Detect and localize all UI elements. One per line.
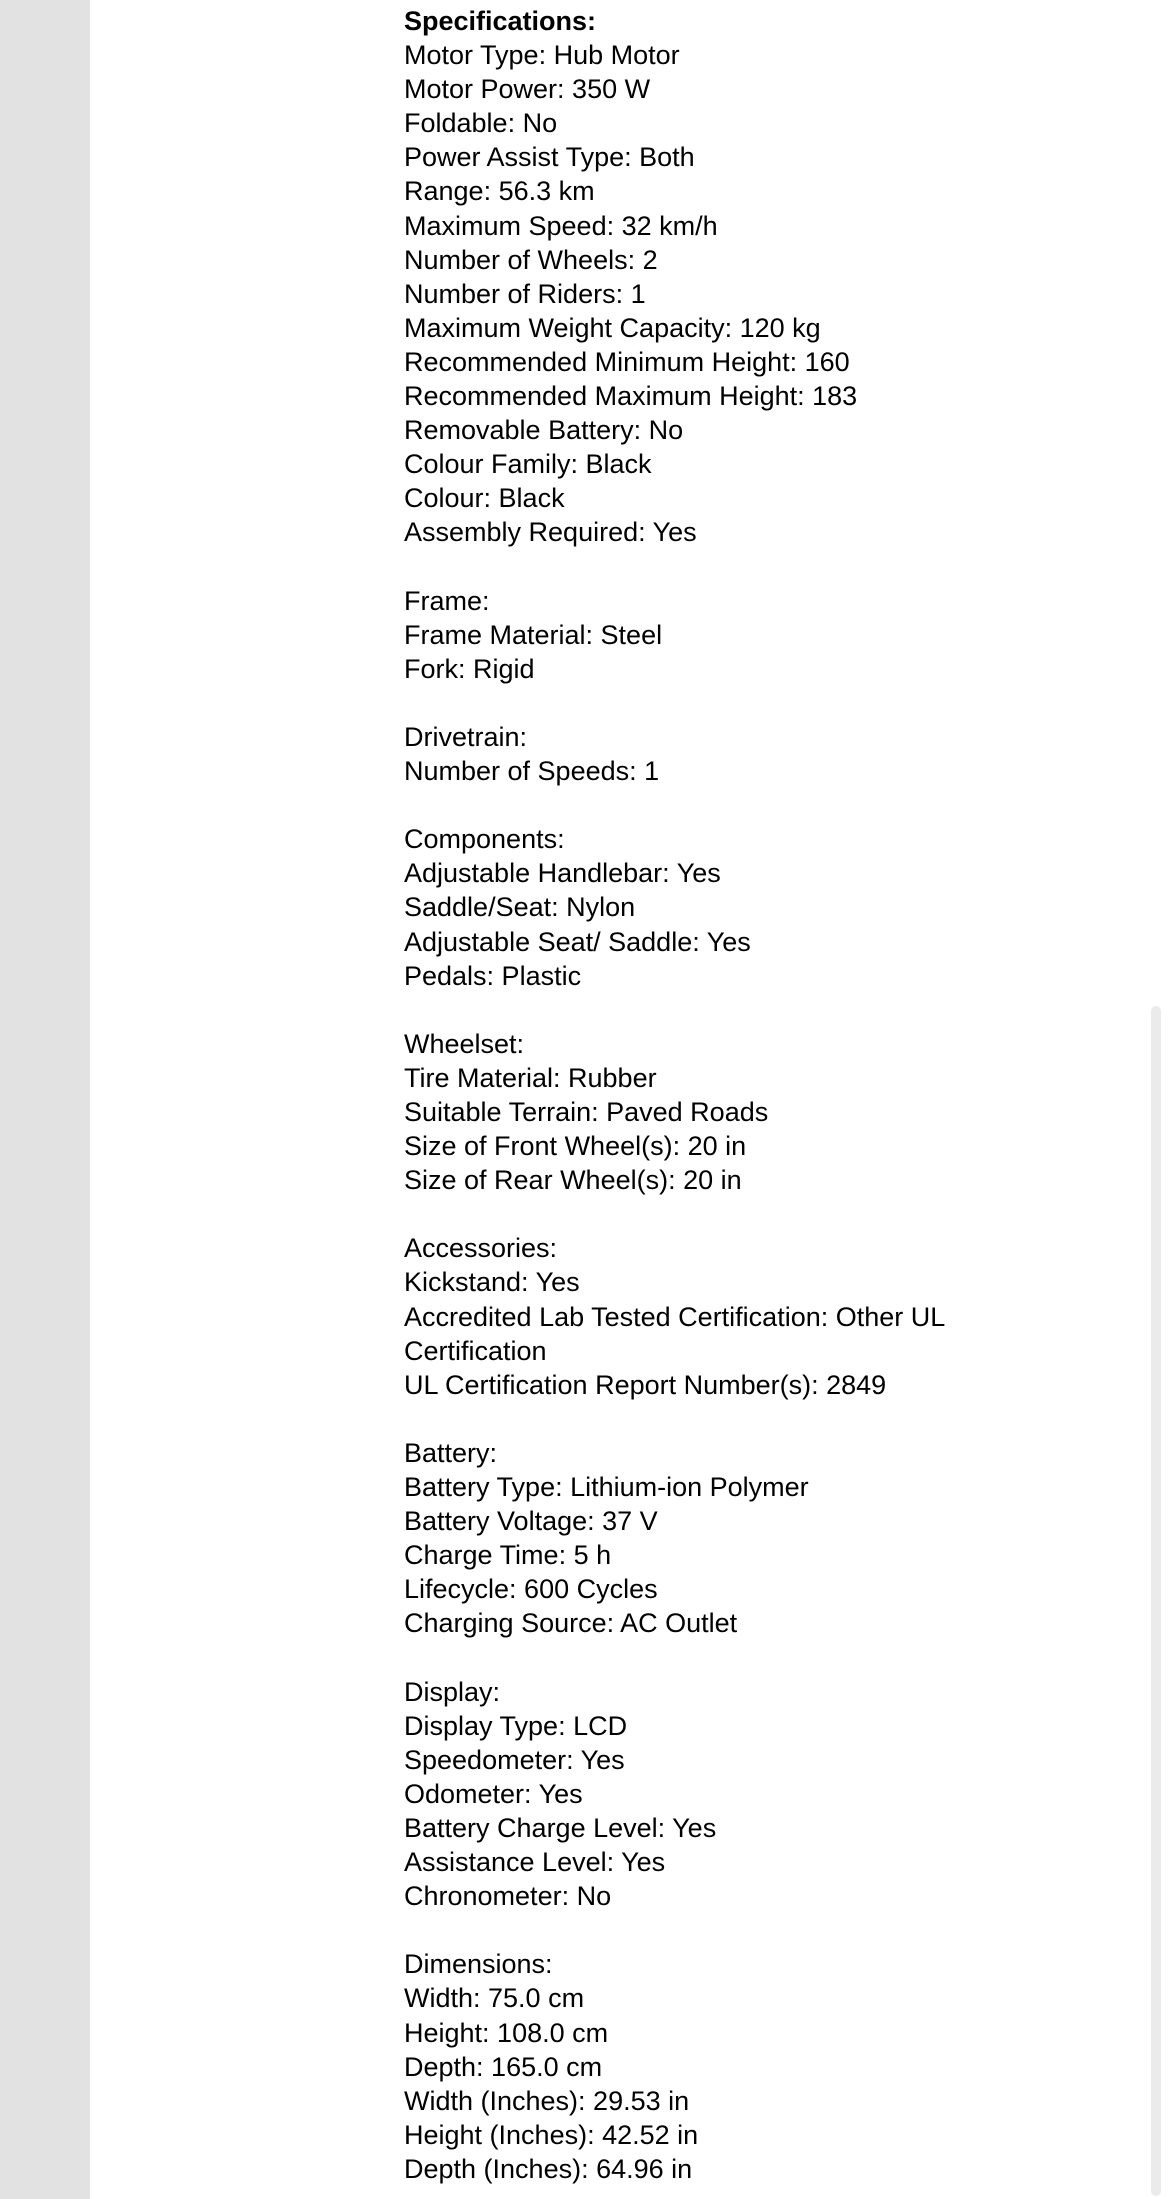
spec-line: Charging Source: AC Outlet bbox=[404, 1608, 738, 1639]
section-heading-components: Components: bbox=[404, 824, 565, 855]
spec-line: Chronometer: No bbox=[404, 1881, 612, 1912]
blank-line bbox=[404, 686, 994, 720]
spec-line: Kickstand: Yes bbox=[404, 1267, 580, 1298]
spec-line: Depth: 165.0 cm bbox=[404, 2051, 603, 2082]
section-heading-dimensions: Dimensions: bbox=[404, 1949, 553, 1980]
spec-line: Battery Type: Lithium-ion Polymer bbox=[404, 1472, 809, 1503]
section-heading-wheelset: Wheelset: bbox=[404, 1028, 525, 1059]
spec-line: Range: 56.3 km bbox=[404, 176, 595, 207]
spec-line: Height: 108.0 cm bbox=[404, 2017, 609, 2048]
spec-line: Tire Material: Rubber bbox=[404, 1062, 657, 1093]
spec-line: Removable Battery: No bbox=[404, 415, 684, 446]
spec-line: Odometer: Yes bbox=[404, 1778, 583, 1809]
spec-line: Frame Material: Steel bbox=[404, 619, 663, 650]
blank-line bbox=[404, 788, 994, 822]
spec-line: Battery Voltage: 37 V bbox=[404, 1506, 658, 1537]
spec-line: Colour Family: Black bbox=[404, 449, 652, 480]
blank-line bbox=[404, 993, 994, 1027]
spec-line: Maximum Speed: 32 km/h bbox=[404, 210, 718, 241]
spec-line: Width (Inches): 29.53 in bbox=[404, 2085, 690, 2116]
spec-line: Number of Riders: 1 bbox=[404, 278, 646, 309]
spec-line: Assistance Level: Yes bbox=[404, 1847, 666, 1878]
spec-line: Size of Rear Wheel(s): 20 in bbox=[404, 1165, 742, 1196]
spec-line: Number of Wheels: 2 bbox=[404, 244, 658, 275]
section-heading-battery: Battery: bbox=[404, 1437, 498, 1468]
spec-line: Saddle/Seat: Nylon bbox=[404, 892, 636, 923]
spec-line: Adjustable Handlebar: Yes bbox=[404, 858, 721, 889]
spec-line: Recommended Maximum Height: 183 bbox=[404, 381, 858, 412]
blank-line bbox=[404, 1913, 994, 1947]
spec-line: Width: 75.0 cm bbox=[404, 1983, 585, 2014]
spec-line: Foldable: No bbox=[404, 108, 558, 139]
spec-line: Depth (Inches): 64.96 in bbox=[404, 2153, 693, 2184]
spec-line: Maximum Weight Capacity: 120 kg bbox=[404, 312, 821, 343]
spec-heading: Specifications: bbox=[404, 6, 597, 36]
spec-line: Power Assist Type: Both bbox=[404, 142, 695, 173]
spec-line: Charge Time: 5 h bbox=[404, 1540, 612, 1571]
scrollbar-thumb[interactable] bbox=[1151, 1006, 1161, 2196]
spec-line: Motor Power: 350 W bbox=[404, 74, 651, 105]
spec-line: Speedometer: Yes bbox=[404, 1744, 625, 1775]
spec-line: Battery Charge Level: Yes bbox=[404, 1812, 717, 1843]
spec-line: Accredited Lab Tested Certification: Other UL Certification bbox=[404, 1301, 945, 1366]
blank-line bbox=[404, 1197, 994, 1231]
spec-line: Fork: Rigid bbox=[404, 653, 535, 684]
spec-line: UL Certification Report Number(s): 2849 bbox=[404, 1369, 887, 1400]
spec-line: Height (Inches): 42.52 in bbox=[404, 2119, 699, 2150]
spec-line: Suitable Terrain: Paved Roads bbox=[404, 1097, 769, 1127]
spec-line: Motor Type: Hub Motor bbox=[404, 40, 680, 71]
blank-line bbox=[404, 550, 994, 584]
section-heading-frame: Frame: bbox=[404, 585, 490, 616]
section-heading-display: Display: bbox=[404, 1676, 501, 1707]
section-heading-accessories: Accessories: bbox=[404, 1233, 558, 1264]
spec-line: Assembly Required: Yes bbox=[404, 517, 697, 548]
spec-line: Adjustable Seat/ Saddle: Yes bbox=[404, 926, 751, 957]
spec-line: Pedals: Plastic bbox=[404, 960, 582, 991]
left-gutter bbox=[0, 0, 90, 2199]
blank-line bbox=[404, 1641, 994, 1675]
spec-line: Lifecycle: 600 Cycles bbox=[404, 1574, 658, 1605]
blank-line bbox=[404, 1402, 994, 1436]
spec-line: Size of Front Wheel(s): 20 in bbox=[404, 1131, 747, 1162]
spec-line: Recommended Minimum Height: 160 bbox=[404, 346, 850, 377]
spec-line: Number of Speeds: 1 bbox=[404, 756, 660, 787]
specifications-text bbox=[404, 4, 994, 2186]
spec-line: Colour: Black bbox=[404, 483, 565, 514]
section-heading-drivetrain: Drivetrain: bbox=[404, 721, 528, 752]
spec-line: Display Type: LCD bbox=[404, 1710, 628, 1741]
